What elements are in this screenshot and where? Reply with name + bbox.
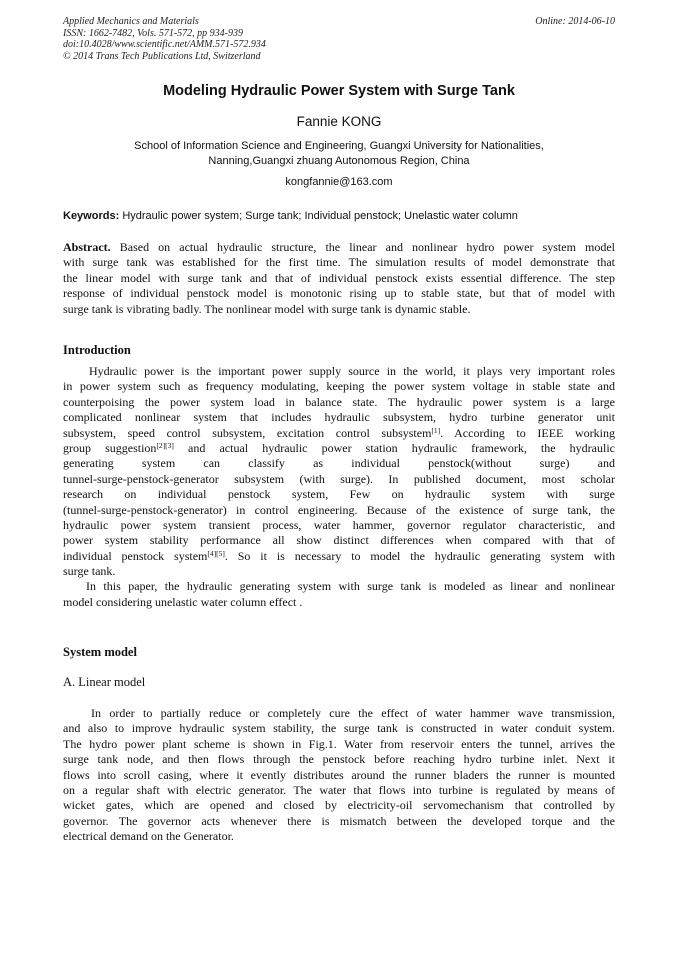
intro-line: power system stability performance all show distinct differences when compared with that of bbox=[63, 533, 615, 548]
intro-line: (tunnel-surge-penstock-generator) in control engineering. Because of the existence of surge tank, the bbox=[63, 502, 615, 517]
system-line: flows into scroll casing, where it evently distributes around the runner bladers the runner is mounted bbox=[63, 767, 615, 782]
keywords-label: Keywords: bbox=[63, 210, 120, 222]
abstract-line: with surge tank was established for the first time. The simulation results of model demonstrate that bbox=[63, 255, 615, 270]
system-line: electrical demand on the Generator. bbox=[63, 829, 234, 844]
abstract bbox=[63, 240, 615, 317]
intro-line: surge tank. bbox=[63, 564, 116, 579]
abstract-line: the linear model with surge tank and that of individual penstock exists essential difference. The step bbox=[63, 270, 615, 285]
intro-line: group suggestion[2][3] and actual hydraulic power station hydraulic framework, the hydraulic bbox=[63, 440, 615, 455]
system-line: governor. The governor acts whenever there is mismatch between the developed torque and the bbox=[63, 813, 615, 828]
abstract-line: response of individual penstock model is monotonic rising up to stable state, but that of model with bbox=[63, 286, 615, 301]
affiliation bbox=[70, 139, 608, 169]
citation-ref: [1] bbox=[431, 425, 441, 435]
system-line: and also to improve hydraulic system stability, the surge tank is constructed in water conduit system. bbox=[63, 721, 615, 736]
author-name: Fannie KONG bbox=[296, 114, 382, 129]
system-line: surge tank node, and then flows through the penstock before reaching hydro turbine inlet. Next it bbox=[63, 752, 615, 767]
affiliation-line-2: Nanning,Guangxi zhuang Autonomous Region, China bbox=[208, 155, 470, 167]
intro-line: Hydraulic power is the important power supply source in the world, it plays very important roles bbox=[89, 364, 615, 378]
intro-line: generating system can classify as individual penstock(without surge) and bbox=[63, 456, 615, 471]
keywords-text: Hydraulic power system; Surge tank; Individual penstock; Unelastic water column bbox=[122, 210, 518, 222]
intro-line: hydraulic power system transient process, water hammer, governor regulator characteristic, and bbox=[63, 517, 615, 532]
intro-line: complicated nonlinear system that includes hydraulic subsystem, hydro turbine generator unit bbox=[63, 410, 615, 425]
online-date: Online: 2014-06-10 bbox=[535, 16, 615, 27]
intro-line: subsystem, speed control subsystem, excitation control subsystem[1]. According to IEEE working bbox=[63, 425, 615, 440]
system-line: on a regular shaft with electric generator. The water that flows into turbine is regulated by means of bbox=[63, 782, 615, 797]
intro-line: counterpoising the power system load in balance state. The hydraulic power system is a large bbox=[63, 394, 615, 409]
system-line: The hydro power plant scheme is shown in Fig.1. Water from reservoir enters the tunnel, arrives the bbox=[63, 736, 615, 751]
system-line: wicket gates, which are opened and closed by electricity-oil servomechanism that controlled by bbox=[63, 798, 615, 813]
journal-header bbox=[63, 16, 615, 62]
doi-line: doi:10.4028/www.scientific.net/AMM.571-572.934 bbox=[63, 39, 266, 50]
system-line: In order to partially reduce or completely cure the effect of water hammer wave transmission, bbox=[91, 706, 615, 720]
introduction-heading: Introduction bbox=[63, 343, 131, 357]
abstract-line: surge tank is vibrating badly. The nonlinear model with surge tank is dynamic stable. bbox=[63, 301, 471, 316]
intro-line: In this paper, the hydraulic generating system with surge tank is modeled as linear and nonlinear bbox=[86, 579, 615, 594]
paper-title: Modeling Hydraulic Power System with Surge Tank bbox=[163, 83, 515, 99]
system-model-heading: System model bbox=[63, 645, 137, 659]
abstract-label: Abstract. bbox=[63, 240, 111, 254]
keywords bbox=[63, 209, 518, 223]
linear-model-subheading: A. Linear model bbox=[63, 675, 146, 689]
citation-ref: [2][3] bbox=[156, 440, 174, 450]
copyright-line: © 2014 Trans Tech Publications Ltd, Switzerland bbox=[63, 50, 261, 62]
system-model-body bbox=[63, 706, 615, 845]
abstract-line: Abstract. Based on actual hydraulic structure, the linear and nonlinear hydro power system model bbox=[63, 240, 616, 254]
issn-line: ISSN: 1662-7482, Vols. 571-572, pp 934-939 bbox=[63, 27, 243, 39]
introduction-body bbox=[63, 364, 615, 610]
intro-line: model considering unelastic water column effect . bbox=[63, 594, 303, 609]
author-email: kongfannie@163.com bbox=[285, 176, 393, 188]
intro-line: tunnel-surge-penstock-generator subsystem (with surge). In published document, most scholar bbox=[63, 471, 615, 486]
journal-name: Applied Mechanics and Materials bbox=[63, 16, 199, 27]
intro-line: individual penstock system[4][5]. So it is necessary to model the hydraulic generating system with bbox=[63, 548, 615, 563]
affiliation-line-1: School of Information Science and Engineering, Guangxi University for Nationalities, bbox=[134, 140, 544, 152]
intro-line: in power system such as frequency modulating, keeping the power system voltage in stable state and bbox=[63, 379, 615, 394]
citation-ref: [4][5] bbox=[207, 548, 225, 558]
intro-line: research on individual penstock system, Few on hydraulic system with surge bbox=[63, 487, 615, 502]
